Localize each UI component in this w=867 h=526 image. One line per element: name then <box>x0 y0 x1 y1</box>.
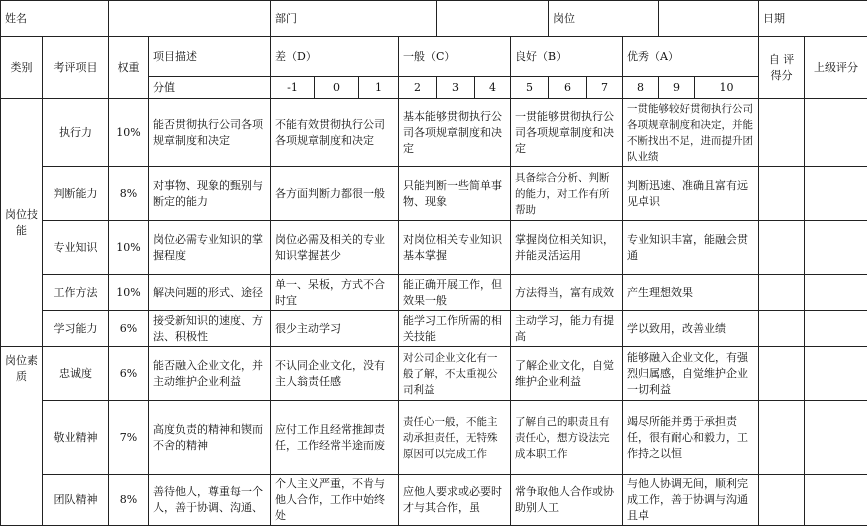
col-excellent: 优秀（A） <box>623 37 759 77</box>
weight-cell: 10% <box>109 275 149 311</box>
superior-score-cell[interactable] <box>805 347 867 401</box>
col-item: 考评项目 <box>43 37 109 99</box>
excellent-cell: 一贯能够较好贯彻执行公司各项规章制度和决定，并能不断找出不足，进而提升团队业绩 <box>623 99 759 167</box>
item-cell: 忠诚度 <box>43 347 109 401</box>
good-cell: 主动学习，能力有提高 <box>511 311 623 347</box>
excellent-cell: 判断迅速、准确且富有远见卓识 <box>623 167 759 221</box>
average-cell: 应他人要求或必要时才与其合作，虽 <box>399 475 511 526</box>
score-value: 7 <box>587 77 623 99</box>
table-row <box>1 221 867 275</box>
average-cell: 对公司企业文化有一般了解，不太重视公司利益 <box>399 347 511 401</box>
poor-cell: 单一、呆板，方式不合时宜 <box>271 275 399 311</box>
poor-cell: 岗位必需及相关的专业知识掌握甚少 <box>271 221 399 275</box>
col-superior-score: 上级评分 <box>805 37 867 99</box>
weight-cell: 8% <box>109 475 149 526</box>
score-value: 2 <box>399 77 437 99</box>
superior-score-cell[interactable] <box>805 221 867 275</box>
average-cell: 基本能够贯彻执行公司各项规章制度和决定 <box>399 99 511 167</box>
name-label: 姓名 <box>1 1 109 37</box>
desc-cell: 解决问题的形式、途径 <box>149 275 271 311</box>
poor-cell: 不认同企业文化，没有主人翁责任感 <box>271 347 399 401</box>
superior-score-cell[interactable] <box>805 311 867 347</box>
item-cell: 敬业精神 <box>43 401 109 475</box>
weight-cell: 10% <box>109 99 149 167</box>
score-value: 9 <box>659 77 695 99</box>
excellent-cell: 专业知识丰富，能融会贯通 <box>623 221 759 275</box>
col-self-score: 自 评 得分 <box>759 37 805 99</box>
poor-cell: 个人主义严重，不肯与他人合作，工作中始终处 <box>271 475 399 526</box>
superior-score-cell[interactable] <box>805 475 867 526</box>
table-row <box>1 401 867 475</box>
table-row <box>1 311 867 347</box>
superior-score-cell[interactable] <box>805 167 867 221</box>
item-cell: 团队精神 <box>43 475 109 526</box>
superior-score-cell[interactable] <box>805 401 867 475</box>
score-value: 6 <box>549 77 587 99</box>
poor-cell: 很少主动学习 <box>271 311 399 347</box>
score-value: 3 <box>437 77 475 99</box>
self-score-cell[interactable] <box>759 401 805 475</box>
self-score-cell[interactable] <box>759 475 805 526</box>
item-cell: 工作方法 <box>43 275 109 311</box>
good-cell: 了解自己的职责且有责任心，想方设法完成本职工作 <box>511 401 623 475</box>
desc-cell: 对事物、现象的甄别与断定的能力 <box>149 167 271 221</box>
name-value[interactable] <box>109 1 271 37</box>
excellent-cell: 能够融入企业文化，有强烈归属感，自觉维护企业一切利益 <box>623 347 759 401</box>
self-score-cell[interactable] <box>759 347 805 401</box>
desc-cell: 接受新知识的速度、方法、积极性 <box>149 311 271 347</box>
good-cell: 了解企业文化，自觉维护企业利益 <box>511 347 623 401</box>
score-value: 10 <box>695 77 759 99</box>
self-score-cell[interactable] <box>759 99 805 167</box>
average-cell: 能学习工作所需的相关技能 <box>399 311 511 347</box>
col-poor: 差（D） <box>271 37 399 77</box>
table-row <box>1 99 867 167</box>
desc-cell: 高度负责的精神和锲而不舍的精神 <box>149 401 271 475</box>
col-average: 一般（C） <box>399 37 511 77</box>
weight-cell: 6% <box>109 311 149 347</box>
item-cell: 判断能力 <box>43 167 109 221</box>
col-category: 类别 <box>1 37 43 99</box>
good-cell: 常争取他人合作或协助别人工 <box>511 475 623 526</box>
date-label: 日期 <box>759 1 867 37</box>
post-value[interactable] <box>659 1 759 37</box>
superior-score-cell[interactable] <box>805 99 867 167</box>
good-cell: 一贯能够贯彻执行公司各项规章制度和决定 <box>511 99 623 167</box>
table-row <box>1 347 867 401</box>
average-cell: 只能判断一些简单事物、现象 <box>399 167 511 221</box>
self-score-cell[interactable] <box>759 275 805 311</box>
score-value: 4 <box>475 77 511 99</box>
weight-cell: 10% <box>109 221 149 275</box>
weight-cell: 7% <box>109 401 149 475</box>
desc-cell: 善待他人，尊重每一个人，善于协调、沟通、 <box>149 475 271 526</box>
dept-value[interactable] <box>437 1 549 37</box>
weight-cell: 6% <box>109 347 149 401</box>
table-row <box>1 167 867 221</box>
item-cell: 学习能力 <box>43 311 109 347</box>
poor-cell: 不能有效贯彻执行公司各项规章制度和决定 <box>271 99 399 167</box>
item-cell: 专业知识 <box>43 221 109 275</box>
score-label: 分值 <box>149 77 271 99</box>
category-cell: 岗位素质 <box>1 347 43 526</box>
col-good: 良好（B） <box>511 37 623 77</box>
weight-cell: 8% <box>109 167 149 221</box>
column-header-row <box>1 37 867 77</box>
post-label: 岗位 <box>549 1 659 37</box>
average-cell: 责任心一般，不能主动承担责任，无特殊原因可以完成工作 <box>399 401 511 475</box>
good-cell: 具备综合分析、判断的能力，对工作有所帮助 <box>511 167 623 221</box>
excellent-cell: 与他人协调无间，顺利完成工作，善于协调与沟通且卓 <box>623 475 759 526</box>
score-value: 1 <box>359 77 399 99</box>
table-row <box>1 475 867 526</box>
average-cell: 对岗位相关专业知识基本掌握 <box>399 221 511 275</box>
table-row <box>1 275 867 311</box>
col-weight: 权重 <box>109 37 149 99</box>
desc-cell: 岗位必需专业知识的掌握程度 <box>149 221 271 275</box>
score-value: 8 <box>623 77 659 99</box>
score-value: -1 <box>271 77 315 99</box>
good-cell: 方法得当，富有成效 <box>511 275 623 311</box>
superior-score-cell[interactable] <box>805 275 867 311</box>
score-value: 0 <box>315 77 359 99</box>
desc-cell: 能否贯彻执行公司各项规章制度和决定 <box>149 99 271 167</box>
col-desc: 项目描述 <box>149 37 271 77</box>
poor-cell: 应付工作且经常推卸责任，工作经常半途而废 <box>271 401 399 475</box>
header-row <box>1 1 867 37</box>
excellent-cell: 竭尽所能并勇于承担责任，很有耐心和毅力，工作持之以恒 <box>623 401 759 475</box>
category-cell: 岗位技能 <box>1 99 43 347</box>
excellent-cell: 产生理想效果 <box>623 275 759 311</box>
good-cell: 掌握岗位相关知识，并能灵活运用 <box>511 221 623 275</box>
dept-label: 部门 <box>271 1 437 37</box>
self-score-cell[interactable] <box>759 167 805 221</box>
excellent-cell: 学以致用，改善业绩 <box>623 311 759 347</box>
average-cell: 能正确开展工作，但效果一般 <box>399 275 511 311</box>
desc-cell: 能否融入企业文化，并主动维护企业利益 <box>149 347 271 401</box>
poor-cell: 各方面判断力都很一般 <box>271 167 399 221</box>
item-cell: 执行力 <box>43 99 109 167</box>
self-score-cell[interactable] <box>759 311 805 347</box>
score-value: 5 <box>511 77 549 99</box>
self-score-cell[interactable] <box>759 221 805 275</box>
